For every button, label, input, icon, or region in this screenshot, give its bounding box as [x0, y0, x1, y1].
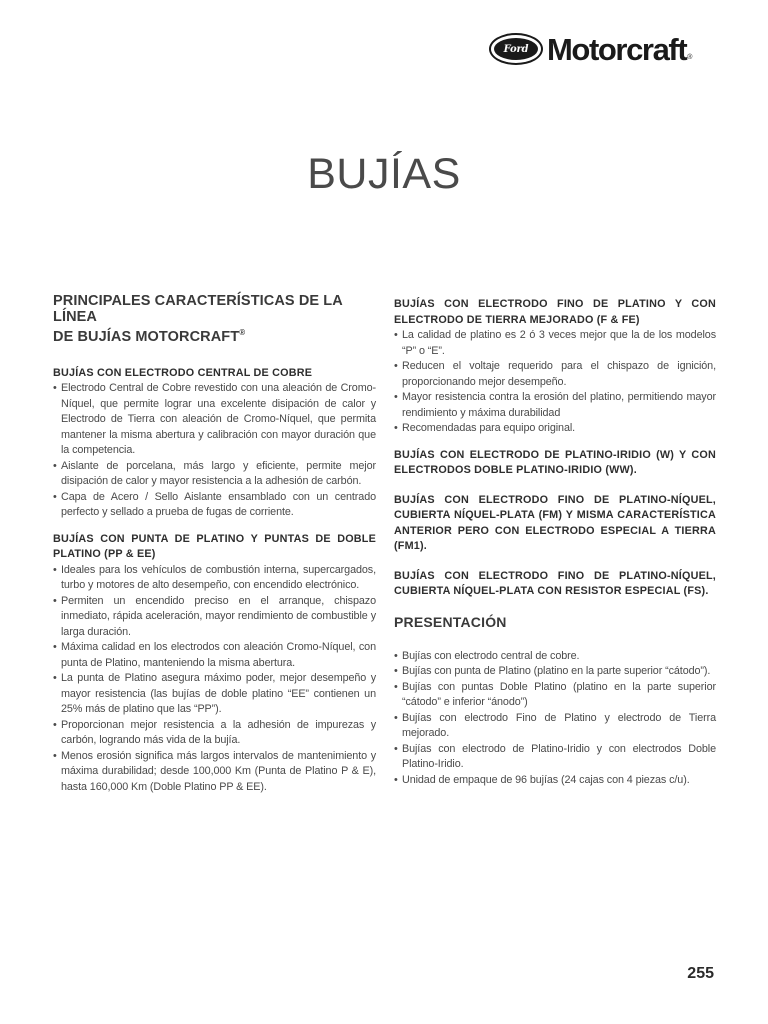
section-platinum — [53, 532, 376, 796]
main-heading-reg-mark: ® — [239, 328, 246, 337]
right-column — [394, 297, 716, 788]
list-item: • Bujías con puntas Doble Platino (platino en la parte superior “cátodo” e inferior “ánodo”) — [394, 680, 716, 711]
section-platinum-nickel-fs — [394, 569, 716, 600]
section-heading: BUJÍAS CON PUNTA DE PLATINO Y PUNTAS DE DOBLE PLATINO (PP & EE) — [53, 532, 376, 561]
list-item: • La punta de Platino asegura máximo poder, mejor desempeño y mayor resistencia (las bujías de doble platino “EE” contienen un 25% más de platino que las “PP”). — [53, 671, 376, 718]
list-item: • Aislante de porcelana, más largo y eficiente, permite mejor disipación de calor y mayor resistencia a la adhesión de carbón. — [53, 459, 376, 490]
presentation-heading: PRESENTACIÓN — [394, 613, 507, 630]
bullet-list — [53, 381, 376, 521]
list-item: • Menos erosión significa más largos intervalos de mantenimiento y máxima durabilidad; desde 100,000 Km (Punta de Platino P & E), hasta 160,000 Km (Doble Platino PP & EE). — [53, 749, 376, 796]
list-item: • Bujías con electrodo de Platino-Iridio y con electrodos Doble Platino-Iridio. — [394, 742, 716, 773]
list-item: • Ideales para los vehículos de combustión interna, supercargados, turbo y motores de alto desempeño, con encendido electrónico. — [53, 563, 376, 594]
section-platinum-nickel-fm — [394, 493, 716, 555]
list-item: • Capa de Acero / Sello Aislante ensamblado con un centrado perfecto y sellado a prueba de fugas de corriente. — [53, 490, 376, 521]
list-item: • La calidad de platino es 2 ó 3 veces mejor que la de los modelos “P” o “E”. — [394, 328, 716, 359]
main-heading — [53, 293, 376, 345]
section-platinum-iridium — [394, 448, 716, 479]
section-fine-platinum — [394, 297, 716, 437]
bullet-list — [53, 563, 376, 796]
list-item: • Bujías con punta de Platino (platino en la parte superior “cátodo”). — [394, 664, 716, 680]
list-item: • Máxima calidad en los electrodos con aleación Cromo-Níquel, con punta de Platino, manteniendo la misma abertura. — [53, 640, 376, 671]
list-item: • Bujías con electrodo central de cobre. — [394, 649, 716, 665]
brand-name: Motorcraft — [547, 31, 687, 67]
section-copper — [53, 366, 376, 521]
list-item: • Bujías con electrodo Fino de Platino y electrodo de Tierra mejorado. — [394, 711, 716, 742]
page-number: 255 — [687, 965, 714, 982]
left-column — [53, 293, 376, 806]
list-item: • Mayor resistencia contra la erosión del platino, permitiendo mayor rendimiento y máxima durabilidad — [394, 390, 716, 421]
list-item: • Recomendadas para equipo original. — [394, 421, 716, 437]
list-item: • Permiten un encendido preciso en el arranque, chispazo inmediato, rápida aceleración, mayor rendimiento de combustible y larga duración. — [53, 594, 376, 641]
list-item: • Electrodo Central de Cobre revestido con una aleación de Cromo-Níquel, que permite lograr una excelente disipación de calor y Electrodo de Tierra con aleación de Cromo-Níquel, que permita mantener la misma abertura y calibración con mayor duración que la competencia. — [53, 381, 376, 459]
section-heading: BUJÍAS CON ELECTRODO CENTRAL DE COBRE — [53, 366, 313, 379]
presentation-list — [394, 649, 716, 789]
list-item: • Proporcionan mejor resistencia a la adhesión de impurezas y carbón, logrando más vida de la bujía. — [53, 718, 376, 749]
section-heading: BUJÍAS CON ELECTRODO DE PLATINO-IRIDIO (W) Y CON ELECTRODOS DOBLE PLATINO-IRIDIO (WW). — [394, 448, 716, 476]
list-item: • Unidad de empaque de 96 bujías (24 cajas con 4 piezas c/u). — [394, 773, 716, 789]
section-heading: BUJÍAS CON ELECTRODO FINO DE PLATINO-NÍQUEL, CUBIERTA NÍQUEL-PLATA (FM) Y MISMA CARACTERÍSTICA ANTERIOR PERO CON ELECTRODO ESPECIAL A TIERRA (FM1). — [394, 493, 716, 552]
bullet-list — [394, 328, 716, 437]
main-heading-line1: PRINCIPALES CARACTERÍSTICAS DE LA LÍNEA — [53, 293, 343, 325]
ford-oval-logo — [489, 33, 543, 65]
page-title: BUJÍAS — [307, 150, 461, 198]
ford-oval-text: Ford — [503, 43, 529, 55]
main-heading-line2: DE BUJÍAS MOTORCRAFT — [53, 328, 240, 345]
motorcraft-logo — [489, 29, 716, 69]
section-heading: BUJÍAS CON ELECTRODO FINO DE PLATINO Y CON ELECTRODO DE TIERRA MEJORADO (F & FE) — [394, 298, 716, 326]
section-heading: BUJÍAS CON ELECTRODO FINO DE PLATINO-NÍQUEL, CUBIERTA NÍQUEL-PLATA CON RESISTOR ESPECIAL (FS). — [394, 569, 716, 597]
list-item: • Reducen el voltaje requerido para el chispazo de ignición, proporcionando mejor desempeño. — [394, 359, 716, 390]
brand-reg-mark: ® — [687, 54, 693, 61]
